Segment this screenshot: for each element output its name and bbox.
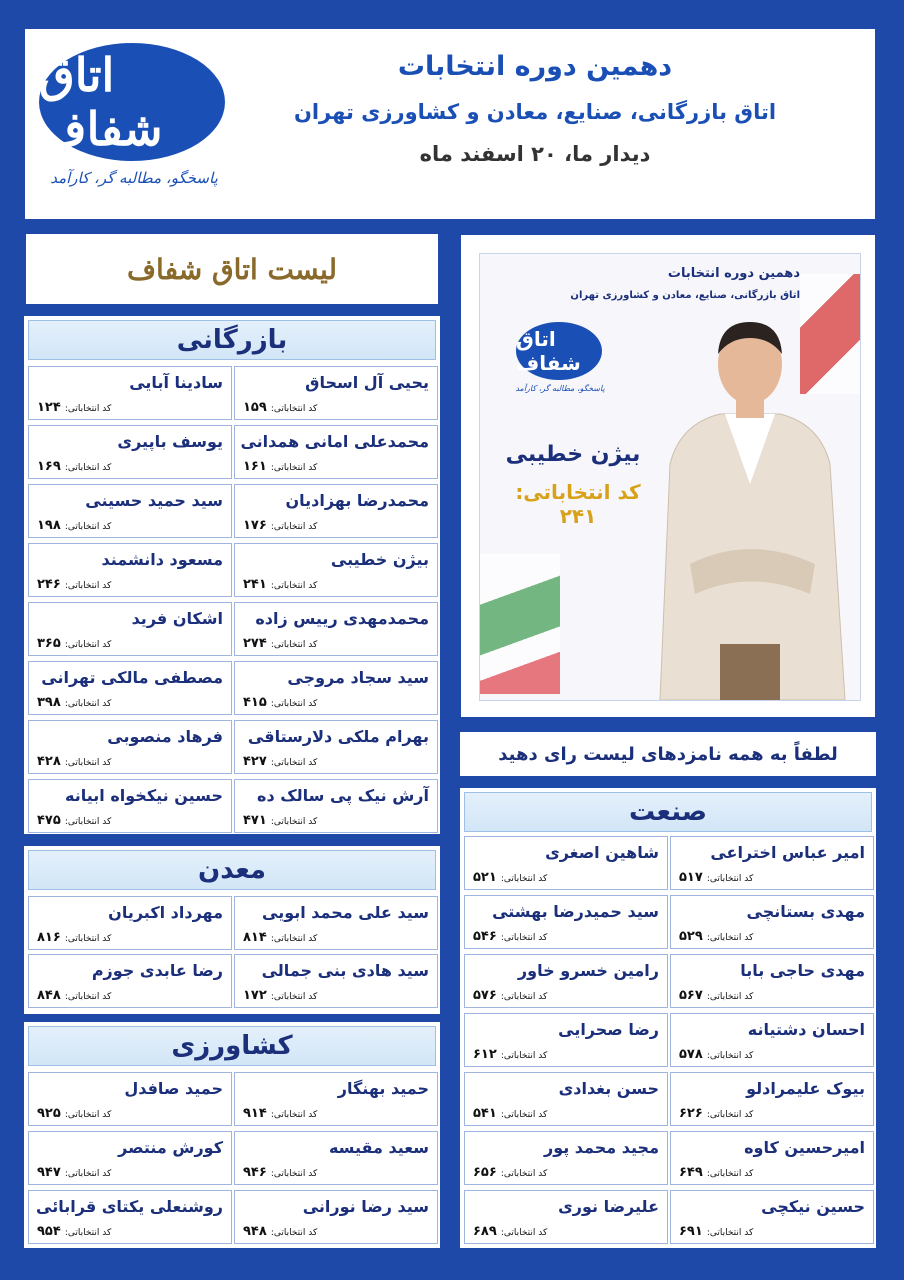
code-number: ۶۸۹ xyxy=(473,1224,497,1239)
candidate-name: احسان دشتیانه xyxy=(747,1020,865,1039)
code-number: ۱۵۹ xyxy=(243,400,267,415)
featured-candidate-card xyxy=(458,232,878,720)
candidate-name: سعید مقیسه xyxy=(328,1138,429,1157)
code-number: ۹۲۵ xyxy=(37,1106,61,1121)
section-title: معدن xyxy=(28,850,436,890)
code-label: کد انتخاباتی: xyxy=(270,1228,318,1238)
candidate-name: یوسف باپیری xyxy=(117,432,223,451)
code-number: ۶۱۲ xyxy=(473,1047,497,1062)
header-text xyxy=(255,51,815,166)
candidate-code xyxy=(37,518,111,533)
code-number: ۹۴۷ xyxy=(37,1165,61,1180)
candidate-name: شاهین اصغری xyxy=(545,843,659,862)
candidate-card xyxy=(670,836,874,890)
candidate-card xyxy=(28,425,232,479)
code-label: کد انتخاباتی: xyxy=(64,522,112,532)
candidate-card xyxy=(464,1131,668,1185)
code-number: ۴۷۱ xyxy=(243,813,267,828)
code-number: ۶۵۶ xyxy=(473,1165,497,1180)
flag-decoration xyxy=(480,554,560,694)
candidate-card xyxy=(28,720,232,774)
candidate-name: سید هادی بنی جمالی xyxy=(261,961,429,980)
candidate-name: سید حمید حسینی xyxy=(85,491,223,510)
code-label: کد انتخاباتی: xyxy=(270,758,318,768)
candidate-name: سید حمیدرضا بهشتی xyxy=(492,902,659,921)
candidate-card xyxy=(670,895,874,949)
code-label: کد انتخاباتی: xyxy=(270,934,318,944)
code-label: کد انتخاباتی: xyxy=(64,934,112,944)
candidate-card xyxy=(28,1072,232,1126)
code-number: ۱۹۸ xyxy=(37,518,61,533)
code-number: ۶۹۱ xyxy=(679,1224,703,1239)
candidate-code xyxy=(679,1224,753,1239)
section-bazargani xyxy=(22,314,442,836)
candidate-card xyxy=(28,954,232,1008)
candidate-card xyxy=(28,1131,232,1185)
election-title: دهمین دوره انتخابات xyxy=(397,51,673,82)
vote-instruction: لطفاً به همه نامزدهای لیست رای دهید xyxy=(498,743,838,765)
candidate-code xyxy=(243,1224,317,1239)
code-label: کد انتخاباتی: xyxy=(706,1169,754,1179)
candidate-name: بیوک علیمرادلو xyxy=(746,1079,865,1098)
candidate-code xyxy=(37,577,111,592)
candidate-name: سید سجاد مروجی xyxy=(287,668,429,687)
code-number: ۵۱۷ xyxy=(679,870,703,885)
code-label: کد انتخاباتی: xyxy=(64,404,112,414)
code-label: کد انتخاباتی: xyxy=(270,404,318,414)
candidate-card xyxy=(234,954,438,1008)
vote-instruction-box xyxy=(458,730,878,778)
candidate-code xyxy=(37,1165,111,1180)
candidate-card xyxy=(234,543,438,597)
code-label: کد انتخاباتی: xyxy=(500,1228,548,1238)
candidate-name: رامین خسرو خاور xyxy=(517,961,659,980)
code-number: ۸۴۸ xyxy=(37,988,61,1003)
candidate-name: بهرام ملکی دلارستاقی xyxy=(247,727,429,746)
candidate-card xyxy=(670,1072,874,1126)
code-number: ۵۴۶ xyxy=(473,929,497,944)
candidate-code xyxy=(37,400,111,415)
candidate-code xyxy=(243,1165,317,1180)
candidate-name: مسعود دانشمند xyxy=(101,550,223,569)
code-number: ۲۷۴ xyxy=(243,636,267,651)
code-number: ۵۲۹ xyxy=(679,929,703,944)
candidate-name: رضا عابدی جوزم xyxy=(91,961,223,980)
poster-election-title: دهمین دوره انتخابات xyxy=(667,266,800,281)
candidate-card xyxy=(234,602,438,656)
candidate-code xyxy=(37,1224,111,1239)
section-madan xyxy=(22,844,442,1016)
candidate-name: امیرحسین کاوه xyxy=(744,1138,865,1157)
candidate-code xyxy=(37,1106,111,1121)
code-number: ۱۶۱ xyxy=(243,459,267,474)
code-label: کد انتخاباتی: xyxy=(64,992,112,1002)
code-label: کد انتخاباتی: xyxy=(706,1110,754,1120)
candidate-name: رضا صحرایی xyxy=(558,1020,659,1039)
candidate-name: یحیی آل اسحاق xyxy=(305,373,429,392)
code-number: ۳۶۵ xyxy=(37,636,61,651)
featured-code: کد انتخاباتی: ۲۴۱ xyxy=(515,480,641,528)
poster-slogan: پاسخگو، مطالبه گر، کارآمد xyxy=(515,384,605,393)
candidate-card xyxy=(28,366,232,420)
code-number: ۸۱۴ xyxy=(243,930,267,945)
featured-poster xyxy=(479,253,861,701)
code-label: کد انتخاباتی: xyxy=(706,933,754,943)
candidate-card xyxy=(464,954,668,1008)
candidate-code xyxy=(243,930,317,945)
candidate-code xyxy=(243,459,317,474)
candidate-name: سادینا آبایی xyxy=(129,373,223,392)
candidate-name: مصطفی مالکی تهرانی xyxy=(41,668,223,687)
code-number: ۱۲۴ xyxy=(37,400,61,415)
code-label: کد انتخاباتی: xyxy=(500,1110,548,1120)
candidate-name: بیژن خطیبی xyxy=(330,550,429,569)
candidate-code xyxy=(37,636,111,651)
poster-chamber-title: اتاق بازرگانی، صنایع، معادن و کشاورزی تهران xyxy=(570,290,800,301)
list-title-box xyxy=(24,232,440,306)
code-number: ۶۲۶ xyxy=(679,1106,703,1121)
candidate-code xyxy=(37,813,111,828)
code-number: ۴۲۷ xyxy=(243,754,267,769)
section-title: صنعت xyxy=(464,792,872,832)
candidate-card xyxy=(670,1190,874,1244)
candidate-name: مهرداد اکبریان xyxy=(108,903,223,922)
candidate-card xyxy=(234,1190,438,1244)
candidate-card xyxy=(464,836,668,890)
code-label: کد انتخاباتی: xyxy=(64,581,112,591)
code-number: ۱۷۶ xyxy=(243,518,267,533)
candidate-code xyxy=(243,813,317,828)
code-number: ۲۴۶ xyxy=(37,577,61,592)
candidate-card xyxy=(234,779,438,833)
code-label: کد انتخاباتی: xyxy=(270,1169,318,1179)
brand-logo: اتاق شفاف xyxy=(39,43,225,161)
brand-slogan: پاسخگو، مطالبه گر، کارآمد xyxy=(50,169,218,187)
candidate-photo xyxy=(650,314,850,700)
candidate-code xyxy=(243,518,317,533)
code-number: ۱۶۹ xyxy=(37,459,61,474)
candidate-card xyxy=(464,1013,668,1067)
code-number: ۵۶۷ xyxy=(679,988,703,1003)
candidate-name: روشنعلی یکتای قرابائی xyxy=(36,1197,223,1216)
code-label: کد انتخاباتی: xyxy=(706,874,754,884)
candidate-name: فرهاد منصوبی xyxy=(107,727,223,746)
code-label: کد انتخاباتی: xyxy=(500,1051,548,1061)
candidate-name: سید رضا نورانی xyxy=(302,1197,429,1216)
code-label: کد انتخاباتی: xyxy=(64,463,112,473)
candidate-card xyxy=(28,484,232,538)
section-keshavarzi xyxy=(22,1020,442,1250)
code-label: کد انتخاباتی: xyxy=(64,699,112,709)
candidate-code xyxy=(473,929,547,944)
code-label: کد انتخاباتی: xyxy=(270,463,318,473)
section-title: کشاورزی xyxy=(28,1026,436,1066)
candidate-card xyxy=(464,1072,668,1126)
code-label: کد انتخاباتی: xyxy=(270,1110,318,1120)
candidate-card xyxy=(670,1013,874,1067)
code-number: ۱۷۲ xyxy=(243,988,267,1003)
candidate-name: مهدی بستانچی xyxy=(746,902,865,921)
code-number: ۹۴۸ xyxy=(243,1224,267,1239)
code-number: ۹۵۴ xyxy=(37,1224,61,1239)
candidate-card xyxy=(28,1190,232,1244)
code-number: ۵۴۱ xyxy=(473,1106,497,1121)
candidate-card xyxy=(464,895,668,949)
candidate-code xyxy=(679,988,753,1003)
candidate-card xyxy=(28,602,232,656)
code-label: کد انتخاباتی: xyxy=(64,1228,112,1238)
section-title: بازرگانی xyxy=(28,320,436,360)
candidate-code xyxy=(37,459,111,474)
candidate-code xyxy=(473,1224,547,1239)
candidate-code xyxy=(473,870,547,885)
code-number: ۹۴۶ xyxy=(243,1165,267,1180)
code-number: ۴۷۵ xyxy=(37,813,61,828)
list-title: لیست اتاق شفاف xyxy=(127,252,337,286)
candidate-card xyxy=(28,661,232,715)
candidate-card xyxy=(28,543,232,597)
candidate-code xyxy=(243,1106,317,1121)
candidate-card xyxy=(234,366,438,420)
code-number: ۶۴۹ xyxy=(679,1165,703,1180)
candidate-name: علیرضا نوری xyxy=(558,1197,659,1216)
code-label: کد انتخاباتی: xyxy=(64,1169,112,1179)
code-label: کد انتخاباتی: xyxy=(64,817,112,827)
candidate-code xyxy=(473,988,547,1003)
candidate-card xyxy=(234,1072,438,1126)
candidate-code xyxy=(679,1106,753,1121)
code-label: کد انتخاباتی: xyxy=(64,758,112,768)
code-label: کد انتخاباتی: xyxy=(64,640,112,650)
candidate-name: حمید صافدل xyxy=(124,1079,223,1098)
code-label: کد انتخاباتی: xyxy=(270,817,318,827)
code-label: کد انتخاباتی: xyxy=(706,1228,754,1238)
candidate-card xyxy=(234,484,438,538)
code-label: کد انتخاباتی: xyxy=(500,874,548,884)
candidate-code xyxy=(473,1106,547,1121)
candidate-card xyxy=(464,1190,668,1244)
code-number: ۵۲۱ xyxy=(473,870,497,885)
code-label: کد انتخاباتی: xyxy=(270,522,318,532)
code-label: کد انتخاباتی: xyxy=(706,1051,754,1061)
candidate-name: حمید بهنگار xyxy=(337,1079,429,1098)
code-number: ۴۲۸ xyxy=(37,754,61,769)
candidate-name: اشکان فرید xyxy=(131,609,223,628)
candidate-name: محمدمهدی رییس زاده xyxy=(255,609,429,628)
candidate-card xyxy=(234,425,438,479)
code-number: ۴۱۵ xyxy=(243,695,267,710)
code-number: ۹۱۴ xyxy=(243,1106,267,1121)
candidate-code xyxy=(37,695,111,710)
section-sanat xyxy=(458,786,878,1250)
candidate-name: حسین نیکخواه ابیانه xyxy=(65,786,223,805)
candidate-code xyxy=(243,400,317,415)
candidate-name: امیر عباس اختراعی xyxy=(710,843,865,862)
candidate-code xyxy=(679,1165,753,1180)
candidate-name: کورش منتصر xyxy=(118,1138,223,1157)
code-label: کد انتخاباتی: xyxy=(270,581,318,591)
chamber-title: اتاق بازرگانی، صنایع، معادن و کشاورزی تهران xyxy=(293,100,777,124)
candidate-code xyxy=(473,1047,547,1062)
candidate-code xyxy=(243,695,317,710)
candidate-name: حسن بغدادی xyxy=(558,1079,659,1098)
code-number: ۲۴۱ xyxy=(243,577,267,592)
candidate-name: سید علی محمد ابویی xyxy=(262,903,429,922)
code-label: کد انتخاباتی: xyxy=(270,699,318,709)
candidate-code xyxy=(243,754,317,769)
code-label: کد انتخاباتی: xyxy=(500,933,548,943)
code-label: کد انتخاباتی: xyxy=(500,1169,548,1179)
candidate-name: محمدعلی امانی همدانی xyxy=(240,432,429,451)
featured-name: بیژن خطیبی xyxy=(505,442,641,467)
code-label: کد انتخاباتی: xyxy=(270,992,318,1002)
candidate-name: مجید محمد پور xyxy=(543,1138,659,1157)
candidate-code xyxy=(679,1047,753,1062)
election-date: دیدار ما، ۲۰ اسفند ماه xyxy=(419,142,651,166)
code-number: ۵۷۸ xyxy=(679,1047,703,1062)
code-label: کد انتخاباتی: xyxy=(64,1110,112,1120)
candidate-card xyxy=(234,1131,438,1185)
candidate-name: حسین نیکچی xyxy=(761,1197,865,1216)
candidate-code xyxy=(679,929,753,944)
candidate-card xyxy=(670,954,874,1008)
code-label: کد انتخاباتی: xyxy=(500,992,548,1002)
candidate-card xyxy=(28,779,232,833)
candidate-name: آرش نیک پی سالک ده xyxy=(257,786,429,805)
header-banner xyxy=(22,26,878,222)
candidate-card xyxy=(234,720,438,774)
candidate-code xyxy=(37,754,111,769)
code-label: کد انتخاباتی: xyxy=(706,992,754,1002)
candidate-code xyxy=(473,1165,547,1180)
candidate-card xyxy=(28,896,232,950)
code-label: کد انتخاباتی: xyxy=(270,640,318,650)
candidate-card xyxy=(234,661,438,715)
candidate-code xyxy=(679,870,753,885)
candidate-code xyxy=(243,577,317,592)
candidate-name: محمدرضا بهزادیان xyxy=(285,491,429,510)
code-number: ۸۱۶ xyxy=(37,930,61,945)
code-number: ۳۹۸ xyxy=(37,695,61,710)
candidate-card xyxy=(234,896,438,950)
candidate-code xyxy=(37,930,111,945)
candidate-code xyxy=(37,988,111,1003)
candidate-code xyxy=(243,636,317,651)
poster-logo: اتاق شفاف xyxy=(516,322,602,380)
code-number: ۵۷۶ xyxy=(473,988,497,1003)
candidate-code xyxy=(243,988,317,1003)
candidate-card xyxy=(670,1131,874,1185)
candidate-name: مهدی حاجی بابا xyxy=(740,961,865,980)
